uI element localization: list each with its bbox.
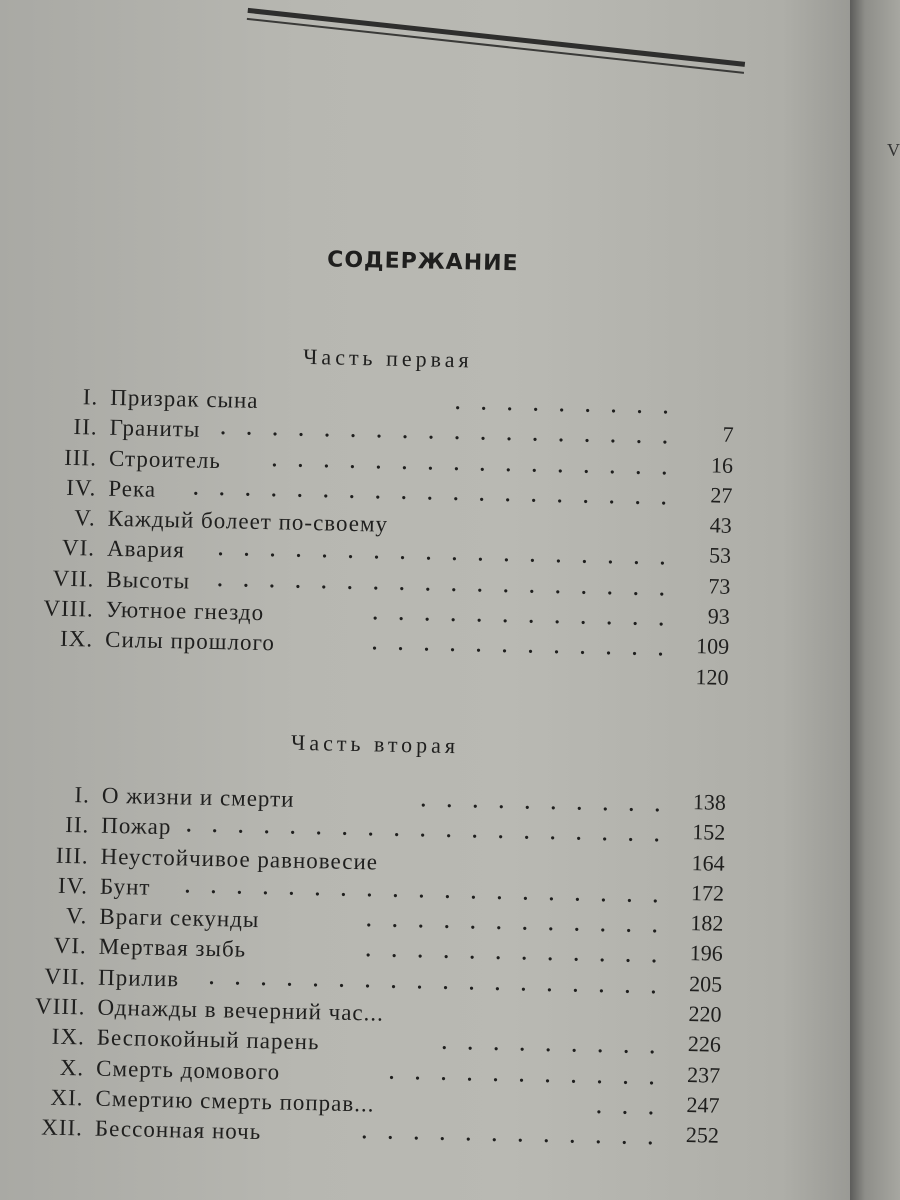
chapter-number: XII.: [41, 1114, 84, 1141]
chapter-title: Граниты: [109, 415, 201, 443]
chapter-number: III.: [64, 444, 98, 471]
leader-dots: . . . . . . . . . .: [420, 789, 669, 817]
leader-dots: . . . . . . . . . . . .: [372, 602, 672, 631]
page-number: 164: [691, 849, 725, 876]
part-title-2: Часть вторая: [290, 729, 460, 759]
leader-dots: . . . . . . . . .: [454, 392, 677, 419]
chapter-title: Мертвая зыбь: [98, 934, 247, 963]
chapter-number: I.: [74, 782, 91, 808]
chapter-title: Бунт: [99, 873, 151, 900]
page-number: 220: [688, 1001, 722, 1027]
leader-dots: . . . . . . . . . . . . . . . . . . .: [184, 875, 667, 908]
chapter-title: Река: [108, 475, 157, 502]
adjacent-page-glyph: V: [887, 140, 900, 160]
chapter-title: Прилив: [97, 964, 180, 992]
chapter-number: VIII.: [43, 595, 95, 622]
page-number: 152: [692, 819, 726, 846]
chapter-title: Смерть домового: [95, 1055, 281, 1085]
chapter-title: Строитель: [108, 445, 222, 473]
chapter-title: Силы прошлого: [104, 627, 276, 656]
chapter-title: Призрак сына: [110, 384, 259, 413]
toc-list-part-1: [0, 383, 786, 702]
chapter-number: VII.: [52, 565, 95, 592]
leader-dots: . . . . . . . . . . . .: [366, 909, 666, 938]
chapter-number: X.: [59, 1054, 85, 1081]
page-number: 252: [685, 1122, 720, 1148]
chapter-title: Пожар: [101, 813, 172, 840]
chapter-number: IV.: [57, 872, 89, 899]
page-number: 138: [692, 789, 727, 815]
page-number: 172: [690, 879, 725, 906]
chapter-number: VIII.: [34, 993, 86, 1020]
adjacent-page-edge: [850, 0, 900, 1200]
chapter-number: II.: [64, 812, 90, 838]
leader-dots: . . . . . . . . . . . . . . . . . .: [220, 417, 676, 449]
chapter-title: Высоты: [106, 566, 191, 594]
chapter-number: V.: [74, 505, 96, 531]
chapter-title: Враги секунды: [99, 903, 260, 933]
leader-dots: . . . . . . . . .: [441, 1032, 663, 1059]
leader-dots: . . . . . . . . . . . . . . . .: [271, 448, 676, 480]
page-number: 93: [707, 603, 731, 629]
chapter-title: О жизни и смерти: [101, 782, 295, 812]
page-number: 27: [710, 482, 733, 508]
chapter-number: VII.: [44, 963, 87, 990]
page-number: 109: [695, 633, 730, 660]
page-number: 205: [688, 970, 723, 997]
leader-dots: . . .: [596, 1096, 662, 1120]
page-number: 226: [687, 1031, 722, 1058]
leader-dots: . . . . . . . . . . . . . . . . . .: [208, 966, 665, 999]
leader-dots: . . . . . . . . . . .: [388, 1061, 663, 1090]
chapter-number: XI.: [50, 1084, 84, 1111]
chapter-title: Однажды в вечерний час...: [97, 994, 385, 1026]
chapter-number: III.: [55, 842, 89, 869]
page-number: 53: [708, 542, 732, 569]
leader-dots: . . . . . . . . . . . .: [365, 939, 665, 969]
leader-dots: . . . . . . . . . . . .: [371, 632, 672, 661]
page-number: 196: [689, 940, 724, 967]
page-number: 182: [690, 910, 724, 936]
leader-dots: . . . . . . . . . . . . . . . . . .: [217, 568, 673, 601]
page-number: 7: [722, 421, 734, 448]
chapter-title: Неустойчивое равновесие: [100, 843, 379, 875]
page-number: 237: [686, 1061, 721, 1088]
chapter-title: Бессонная ночь: [94, 1115, 262, 1145]
toc-list-part-2: [0, 781, 778, 1161]
part-title-1: Часть первая: [302, 343, 473, 373]
page-number: 16: [710, 452, 734, 478]
page-number: 247: [686, 1092, 720, 1118]
page-title: СОДЕРЖАНИЕ: [326, 247, 519, 277]
chapter-title: Авария: [106, 536, 186, 563]
chapter-number: IX.: [59, 626, 94, 652]
chapter-title: Каждый болеет по-своему: [107, 505, 389, 537]
chapter-number: VI.: [61, 535, 96, 562]
page-number: 43: [709, 512, 732, 539]
chapter-number: I.: [82, 384, 99, 410]
chapter-title: Беспокойный парень: [96, 1025, 320, 1055]
chapter-number: V.: [65, 903, 88, 929]
leader-dots: . . . . . . . . . . . .: [361, 1121, 662, 1150]
page-number: 73: [708, 573, 731, 599]
chapter-title: Уютное гнездо: [105, 596, 265, 626]
leader-dots: . . . . . . . . . . . . . . . . . .: [217, 538, 674, 571]
chapter-title: Смертию смерть поправ...: [95, 1085, 375, 1117]
leader-dots: . . . . . . . . . . . . . . . . . . .: [193, 477, 675, 510]
chapter-number: II.: [73, 414, 98, 440]
chapter-number: IV.: [66, 474, 97, 501]
page-number: 120: [695, 663, 729, 690]
leader-dots: . . . . . . . . . . . . . . . . . . .: [186, 814, 668, 847]
chapter-number: IX.: [51, 1024, 86, 1050]
chapter-number: VI.: [53, 933, 88, 959]
